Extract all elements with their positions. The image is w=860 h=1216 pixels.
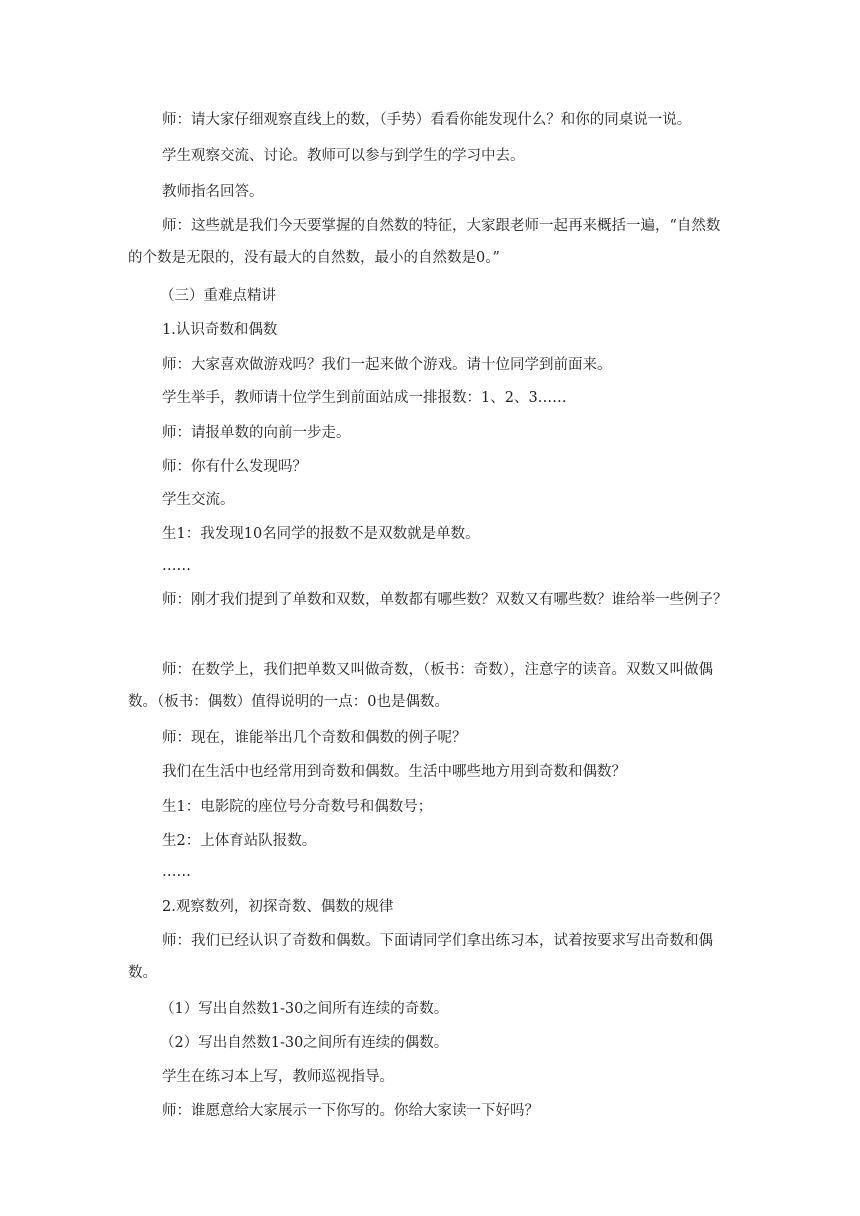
paragraph-exercise-intro: 师：我们已经认识了奇数和偶数。下面请同学们拿出练习本，试着按要求写出奇数和偶数。: [128, 933, 713, 981]
paragraph-students-write: 学生在练习本上写，教师巡视指导。: [162, 1069, 394, 1085]
paragraph-cinema-seats: 生1：电影院的座位号分奇数号和偶数号；: [162, 799, 433, 815]
paragraph-odd-even-definition: 师：在数学上，我们把单数又叫做奇数，（板书：奇数），注意字的读音。双数又叫做偶数。（板书：偶数）值得说明的一点：0也是偶数。: [128, 662, 713, 710]
paragraph-natural-number-summary: 师：这些就是我们今天要掌握的自然数的特征，大家跟老师一起再来概括一遍，“自然数的个数是无限的，没有最大的自然数，最小的自然数是0。”: [128, 218, 721, 266]
paragraph-any-discovery: 师：你有什么发现吗？: [162, 459, 307, 475]
paragraph-give-examples: 师：现在，谁能举出几个奇数和偶数的例子呢？: [162, 730, 467, 746]
paragraph-student-exchange: 学生交流。: [162, 492, 235, 508]
exercise-item-2: （2）写出自然数1-30之间所有连续的偶数。: [160, 1035, 449, 1051]
ellipsis-2: ……: [162, 864, 191, 880]
paragraph-pe-count: 生2：上体育站队报数。: [162, 833, 317, 849]
paragraph-teacher-call: 教师指名回答。: [162, 184, 264, 200]
paragraph-game-intro: 师：大家喜欢做游戏吗？我们一起来做个游戏。请十位同学到前面来。: [162, 357, 612, 373]
paragraph-step-forward: 师：请报单数的向前一步走。: [162, 425, 351, 441]
subheading-sequence-rule: 2.观察数列，初探奇数、偶数的规律: [162, 899, 394, 915]
paragraph-show-work: 师：谁愿意给大家展示一下你写的。你给大家读一下好吗？: [162, 1103, 539, 1119]
paragraph-student-discuss: 学生观察交流、讨论。教师可以参与到学生的学习中去。: [162, 148, 525, 164]
paragraph-odd-even-examples: 师：刚才我们提到了单数和双数，单数都有哪些数？双数又有哪些数？谁给举一些例子？: [162, 592, 728, 608]
ellipsis-1: ……: [162, 558, 191, 574]
section-heading-key-points: （三）重难点精讲: [160, 288, 276, 304]
paragraph-daily-life-use: 我们在生活中也经常用到奇数和偶数。生活中哪些地方用到奇数和偶数？: [162, 764, 626, 780]
paragraph-student-1-finding: 生1：我发现10名同学的报数不是双数就是单数。: [162, 526, 480, 542]
exercise-item-1: （1）写出自然数1-30之间所有连续的奇数。: [160, 1001, 449, 1017]
subheading-odd-even: 1.认识奇数和偶数: [162, 322, 278, 338]
paragraph-students-count: 学生举手，教师请十位学生到前面站成一排报数：1、2、3……: [162, 390, 567, 406]
paragraph-teacher-observe: 师：请大家仔细观察直线上的数，（手势）看看你能发现什么？和你的同桌说一说。: [162, 112, 692, 128]
